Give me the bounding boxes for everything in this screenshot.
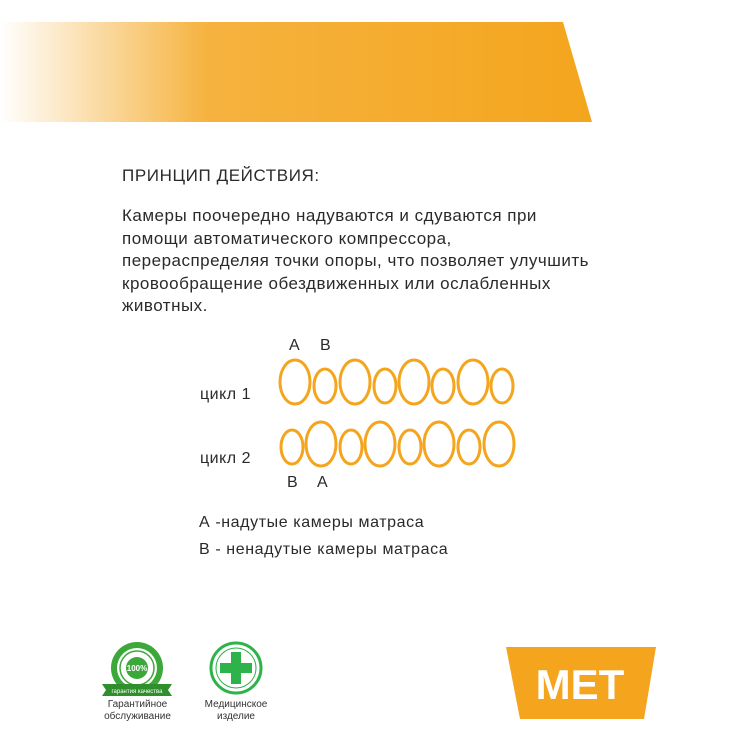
label-a-top: A <box>289 337 301 354</box>
cycle2-chamber-deflated <box>281 430 303 464</box>
cycle1-chamber-inflated <box>399 360 429 404</box>
medical-caption: Медицинское изделие <box>204 699 268 722</box>
label-a-bottom: A <box>317 474 329 491</box>
met-logo-text: МЕТ <box>535 661 625 708</box>
cycle-2-label: цикл 2 <box>200 450 251 467</box>
legend-a: А -надутые камеры матраса <box>199 514 425 531</box>
medical-cross-icon <box>208 640 264 696</box>
seal-ribbon-text: гарантия качества <box>111 689 163 695</box>
met-brand-logo <box>506 645 656 721</box>
cycle2-chamber-deflated <box>458 430 480 464</box>
cycle2-chamber-deflated <box>340 430 362 464</box>
cycle2-chamber-inflated <box>365 422 395 466</box>
description-text: Камеры поочередно надуваются и сдуваются при помощи автоматического компрессора, перераспределяя точки опоры, что позволяет улучшить кровообращение обездвиженных или ослабленных животных. <box>122 206 590 315</box>
cycle1-chamber-inflated <box>458 360 488 404</box>
cycle2-chamber-inflated <box>424 422 454 466</box>
chamber-diagram <box>275 350 525 475</box>
label-b-top: B <box>320 337 332 354</box>
cycle1-chamber-deflated <box>314 369 336 403</box>
warranty-caption: Гарантийное обслуживание <box>104 699 171 722</box>
legend-b: В - ненадутые камеры матраса <box>199 541 449 558</box>
label-b-bottom: B <box>287 474 299 491</box>
cycle1-chamber-inflated <box>340 360 370 404</box>
cycle-1-label: цикл 1 <box>200 386 251 403</box>
cycle1-chamber-deflated <box>374 369 396 403</box>
seal-percent: 100% <box>126 664 148 673</box>
section-heading: ПРИНЦИП ДЕЙСТВИЯ: <box>122 166 320 185</box>
cycle1-chamber-deflated <box>491 369 513 403</box>
cycle2-chamber-deflated <box>399 430 421 464</box>
cycle1-chamber-deflated <box>432 369 454 403</box>
cycle2-chamber-inflated <box>306 422 336 466</box>
cycle1-chamber-inflated <box>280 360 310 404</box>
warranty-seal-icon <box>100 640 174 702</box>
cycle2-chamber-inflated <box>484 422 514 466</box>
header-banner <box>0 0 747 125</box>
